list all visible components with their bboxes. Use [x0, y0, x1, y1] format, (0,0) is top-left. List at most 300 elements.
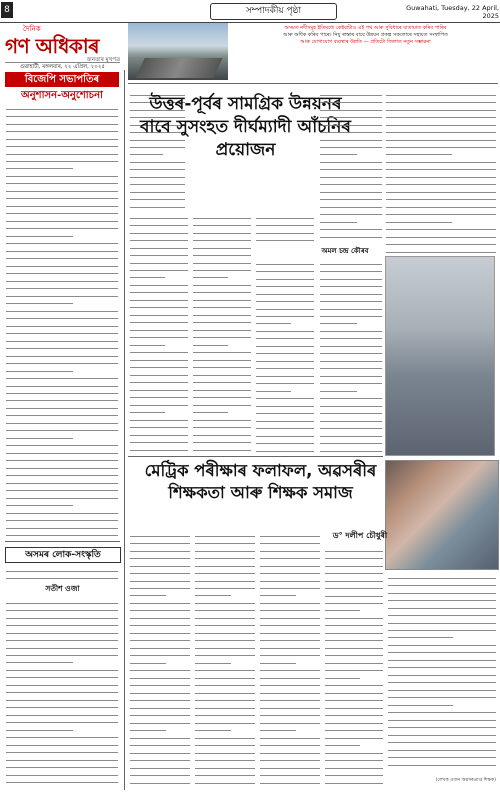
text-line — [130, 452, 188, 453]
text-line — [256, 423, 314, 430]
text-line — [386, 96, 496, 103]
text-line — [130, 762, 190, 769]
text-line — [388, 767, 453, 772]
text-line — [260, 755, 320, 762]
text-line — [130, 249, 188, 256]
section-title: সম্পাদকীয় পৃষ্ঠা — [210, 3, 337, 20]
text-line — [195, 762, 255, 769]
text-line — [386, 216, 452, 223]
text-line — [325, 770, 383, 777]
text-line — [320, 378, 382, 385]
text-line — [130, 784, 190, 785]
text-line — [193, 377, 251, 384]
text-line — [320, 164, 382, 171]
text-line — [130, 422, 188, 429]
text-line — [130, 437, 188, 444]
text-line — [320, 273, 382, 280]
text-line — [6, 268, 118, 275]
text-line — [130, 597, 190, 604]
text-line — [6, 717, 118, 724]
text-line — [130, 545, 190, 552]
text-line — [256, 219, 314, 226]
section-divider — [5, 541, 120, 542]
culture-column-body — [6, 597, 118, 787]
text-line — [6, 462, 118, 469]
text-line — [193, 452, 251, 453]
text-line — [388, 602, 496, 609]
text-line — [6, 328, 118, 335]
text-line — [256, 273, 314, 280]
text-line — [193, 272, 228, 279]
text-line — [260, 747, 320, 754]
text-line — [195, 680, 255, 687]
text-line — [388, 752, 496, 759]
text-line — [195, 642, 255, 649]
text-line — [130, 635, 190, 642]
text-line — [6, 208, 118, 215]
text-line — [388, 677, 496, 684]
text-line — [130, 657, 166, 664]
text-line — [256, 258, 314, 265]
text-line — [6, 769, 118, 776]
text-line — [6, 215, 118, 222]
text-line — [260, 627, 320, 634]
text-line — [6, 275, 118, 282]
text-line — [260, 762, 320, 769]
text-line — [256, 408, 314, 415]
text-line — [386, 89, 496, 96]
text-line — [260, 657, 296, 664]
text-line — [6, 125, 118, 132]
text-line — [320, 325, 382, 332]
text-line — [6, 754, 118, 761]
text-line — [260, 560, 320, 567]
text-line — [320, 216, 357, 223]
text-line — [130, 672, 190, 679]
text-line — [386, 246, 496, 253]
text-line — [6, 485, 118, 492]
text-line — [388, 722, 496, 729]
text-line — [320, 415, 382, 422]
text-line — [130, 369, 188, 376]
editorial-title: বিজেপি সভাপতিৰ — [5, 72, 119, 87]
text-line — [260, 597, 320, 604]
text-line — [130, 287, 188, 294]
text-line — [130, 279, 188, 286]
text-line — [260, 642, 320, 649]
main-article-body-3 — [256, 212, 314, 244]
text-line — [320, 209, 382, 216]
text-line — [325, 755, 383, 762]
logo-top-text: দৈনিক — [23, 25, 41, 33]
text-line — [260, 612, 320, 619]
culture-column-title: অসমৰ লোক-সংস্কৃতি — [5, 547, 121, 563]
text-line — [130, 414, 188, 421]
text-line — [388, 699, 453, 706]
text-line — [6, 103, 118, 110]
text-line — [193, 212, 251, 219]
text-line — [256, 227, 314, 234]
text-line — [6, 597, 118, 604]
text-line — [325, 575, 383, 582]
text-line — [325, 710, 383, 717]
text-line — [6, 223, 118, 230]
text-line — [6, 238, 118, 245]
text-line — [325, 650, 383, 657]
text-line — [260, 582, 320, 589]
text-line — [320, 141, 382, 148]
text-line — [6, 417, 118, 424]
news-photo — [385, 256, 495, 456]
text-line — [193, 279, 251, 286]
text-line — [195, 590, 231, 597]
text-line — [6, 522, 118, 529]
text-line — [195, 560, 255, 567]
text-line — [6, 709, 118, 716]
text-line — [325, 605, 360, 612]
editorial-subtitle: অনুশাসন-অনুশোচনা — [21, 90, 103, 101]
text-line — [130, 384, 188, 391]
text-line — [130, 702, 190, 709]
text-line — [130, 680, 190, 687]
main-article-body-1 — [130, 212, 188, 452]
text-line — [6, 148, 118, 155]
text-line — [6, 193, 118, 200]
text-line — [130, 605, 190, 612]
text-line — [386, 126, 496, 133]
text-line — [130, 212, 188, 219]
text-line — [325, 695, 383, 702]
text-line — [195, 717, 255, 724]
text-line — [130, 264, 188, 271]
text-line — [195, 755, 255, 762]
text-line — [130, 377, 188, 384]
text-line — [130, 530, 190, 537]
text-line — [193, 242, 251, 249]
second-article-body-5 — [388, 572, 496, 772]
text-line — [260, 620, 320, 627]
text-line — [260, 725, 296, 732]
text-line — [6, 305, 118, 312]
text-line — [256, 280, 314, 287]
text-line — [325, 665, 383, 672]
text-line — [325, 642, 383, 649]
text-line — [6, 335, 118, 342]
text-line — [130, 339, 165, 346]
text-line — [256, 310, 314, 317]
text-line — [195, 605, 255, 612]
text-line — [6, 455, 118, 462]
text-line — [260, 784, 320, 785]
text-line — [325, 627, 383, 634]
text-line — [130, 309, 188, 316]
text-line — [6, 732, 118, 739]
text-line — [260, 770, 320, 777]
text-line — [130, 444, 188, 451]
text-line — [6, 565, 118, 572]
text-line — [6, 642, 118, 649]
main-article-body-2 — [193, 212, 251, 452]
text-line — [193, 362, 251, 369]
text-line — [195, 665, 255, 672]
text-line — [193, 309, 251, 316]
text-line — [260, 740, 320, 747]
text-line — [6, 410, 118, 417]
text-line — [325, 635, 383, 642]
text-line — [6, 380, 118, 387]
text-line — [325, 567, 383, 574]
main-article-headline: উত্তৰ-পূৰ্বৰ সামগ্ৰিক উন্নয়নৰ বাবে সুসংহত দীৰ্ঘম্যাদী আঁচনিৰ প্ৰয়োজন — [140, 94, 351, 160]
text-line — [195, 657, 231, 664]
text-line — [260, 680, 320, 687]
text-line — [260, 530, 320, 537]
text-line — [130, 777, 190, 784]
text-line — [6, 664, 118, 671]
main-article-body-6 — [320, 258, 382, 452]
text-line — [193, 249, 251, 256]
text-line — [386, 111, 496, 118]
road-photo-highway — [135, 58, 222, 78]
text-line — [195, 575, 255, 582]
text-line — [6, 447, 118, 454]
text-line — [325, 777, 383, 784]
text-line — [320, 408, 382, 415]
text-line — [388, 729, 496, 736]
text-line — [388, 609, 496, 616]
advert-line-3: আৰু যোগাযোগ ব্যৱস্থাৰ উন্নতি — প্ৰতিটো জিলাত নতুন সম্ভাৱনা — [300, 39, 431, 45]
text-line — [388, 692, 496, 699]
text-line — [6, 253, 118, 260]
text-line — [193, 317, 251, 324]
text-line — [130, 740, 190, 747]
text-line — [193, 414, 251, 421]
advert-divider — [128, 83, 498, 84]
text-line — [193, 332, 251, 339]
text-line — [256, 288, 314, 295]
text-line — [256, 333, 314, 340]
text-line — [193, 219, 251, 226]
text-line — [256, 438, 314, 445]
text-line — [256, 325, 314, 332]
text-line — [260, 537, 320, 544]
text-line — [325, 732, 383, 739]
text-line — [320, 258, 382, 265]
text-line — [130, 650, 190, 657]
text-line — [388, 737, 496, 744]
text-line — [388, 669, 496, 676]
text-line — [260, 575, 320, 582]
text-line — [256, 265, 314, 272]
text-line — [195, 597, 255, 604]
text-line — [320, 310, 382, 317]
text-line — [130, 354, 188, 361]
text-line — [388, 707, 496, 714]
text-line — [130, 227, 188, 234]
text-line — [388, 654, 496, 661]
text-line — [6, 747, 118, 754]
text-line — [256, 212, 314, 219]
text-line — [320, 149, 357, 156]
date-line: Guwahati, Tuesday, 22 April, 2025 — [406, 4, 499, 20]
text-line — [386, 104, 496, 111]
classroom-photo — [385, 460, 499, 570]
text-line — [130, 272, 165, 279]
advert-line-2: আৰু অধিক কৰিব পাৰে। নিয়ু ৰাস্তাৰ বাবে উন্নয়ন প্ৰকল্প সকলোৰে সহায়ত সংস্থাপিত — [283, 32, 448, 38]
text-line — [195, 777, 255, 784]
text-line — [6, 372, 118, 379]
text-line — [320, 104, 382, 111]
text-line — [256, 234, 314, 241]
text-line — [195, 650, 255, 657]
text-line — [325, 672, 360, 679]
text-line — [6, 500, 73, 507]
text-line — [130, 399, 188, 406]
text-line — [386, 186, 496, 193]
text-line — [130, 347, 188, 354]
text-line — [6, 784, 118, 787]
text-line — [256, 445, 314, 452]
page-number: 8 — [1, 2, 13, 18]
text-line — [6, 537, 118, 538]
text-line — [388, 632, 453, 639]
text-line — [320, 430, 382, 437]
text-line — [193, 384, 251, 391]
article-divider — [128, 456, 383, 457]
text-line — [325, 762, 383, 769]
text-line — [256, 415, 314, 422]
second-article-headline: মেট্ৰিক পৰীক্ষাৰ ফলাফল, অৱসৰীৰ শিক্ষকতা আৰু শিক্ষক সমাজ — [144, 461, 377, 502]
text-line — [130, 665, 190, 672]
text-line — [6, 687, 118, 694]
text-line — [6, 425, 118, 432]
text-line — [130, 234, 188, 241]
text-line — [193, 294, 251, 301]
text-line — [320, 318, 357, 325]
text-line — [325, 785, 383, 786]
logo-tagline: জনতাৰ মুখপত্ৰ — [86, 57, 120, 63]
text-line — [6, 739, 118, 746]
text-line — [386, 141, 496, 148]
text-line — [6, 612, 118, 619]
text-line — [325, 680, 383, 687]
text-line — [260, 650, 320, 657]
column-divider — [124, 70, 125, 790]
text-line — [6, 672, 118, 679]
main-article-byline: অমল চন্দ্ৰ কৌৰব — [321, 247, 369, 255]
text-line — [195, 672, 255, 679]
text-line — [130, 242, 188, 249]
text-line — [260, 702, 320, 709]
second-article-byline: ড° দলীপ চৌধুৰী — [332, 531, 388, 540]
editorial-body — [6, 103, 118, 538]
text-line — [193, 422, 251, 429]
text-line — [195, 770, 255, 777]
text-line — [6, 515, 118, 522]
text-line — [320, 96, 382, 103]
text-line — [6, 440, 118, 447]
text-line — [320, 126, 382, 133]
second-article-body-4 — [325, 545, 383, 785]
text-line — [130, 257, 188, 264]
text-line — [130, 732, 190, 739]
text-line — [256, 340, 314, 347]
main-article-body-4 — [256, 258, 314, 452]
text-line — [388, 594, 496, 601]
text-line — [6, 140, 118, 147]
text-line — [130, 582, 190, 589]
text-line — [195, 725, 231, 732]
text-line — [6, 492, 118, 499]
text-line — [320, 171, 382, 178]
text-line — [325, 747, 383, 754]
text-line — [325, 552, 383, 559]
text-line — [193, 407, 228, 414]
text-line — [195, 627, 255, 634]
text-line — [6, 357, 118, 364]
text-line — [6, 694, 118, 701]
text-line — [193, 429, 251, 436]
text-line — [325, 590, 383, 597]
text-line — [320, 393, 382, 400]
text-line — [256, 303, 314, 310]
text-line — [193, 347, 251, 354]
text-line — [256, 393, 314, 400]
text-line — [193, 339, 228, 346]
text-line — [320, 119, 382, 126]
text-line — [386, 134, 496, 141]
text-line — [320, 201, 382, 208]
advert-text — [233, 25, 498, 46]
text-line — [195, 710, 255, 717]
text-line — [130, 747, 190, 754]
text-line — [325, 717, 383, 724]
text-line — [6, 260, 118, 267]
text-line — [6, 110, 118, 117]
text-line — [320, 303, 382, 310]
text-line — [6, 470, 118, 477]
text-line — [130, 770, 190, 777]
text-line — [6, 657, 73, 664]
text-line — [130, 219, 188, 226]
text-line — [6, 627, 118, 634]
text-line — [195, 537, 255, 544]
text-line — [195, 567, 255, 574]
text-line — [388, 639, 496, 646]
text-line — [6, 170, 118, 177]
text-line — [325, 702, 383, 709]
text-line — [388, 579, 496, 586]
text-line — [256, 318, 291, 325]
text-line — [260, 732, 320, 739]
text-line — [6, 395, 118, 402]
text-line — [6, 402, 118, 409]
text-line — [130, 317, 188, 324]
text-line — [195, 732, 255, 739]
text-line — [193, 257, 251, 264]
text-line — [193, 437, 251, 444]
text-line — [325, 657, 383, 664]
text-line — [6, 320, 118, 327]
text-line — [388, 684, 496, 691]
advert-line-1: অসমত নদীসমূহ ইতিমধ্যে কেইবাটাও এই পথ আৰু সুবিধাৰে যাতায়াত কৰিব পাৰিব — [284, 25, 447, 31]
text-line — [325, 597, 383, 604]
text-line — [130, 567, 190, 574]
text-line — [256, 295, 314, 302]
text-line — [6, 313, 118, 320]
text-line — [193, 287, 251, 294]
text-line — [6, 649, 118, 656]
text-line — [6, 432, 73, 439]
